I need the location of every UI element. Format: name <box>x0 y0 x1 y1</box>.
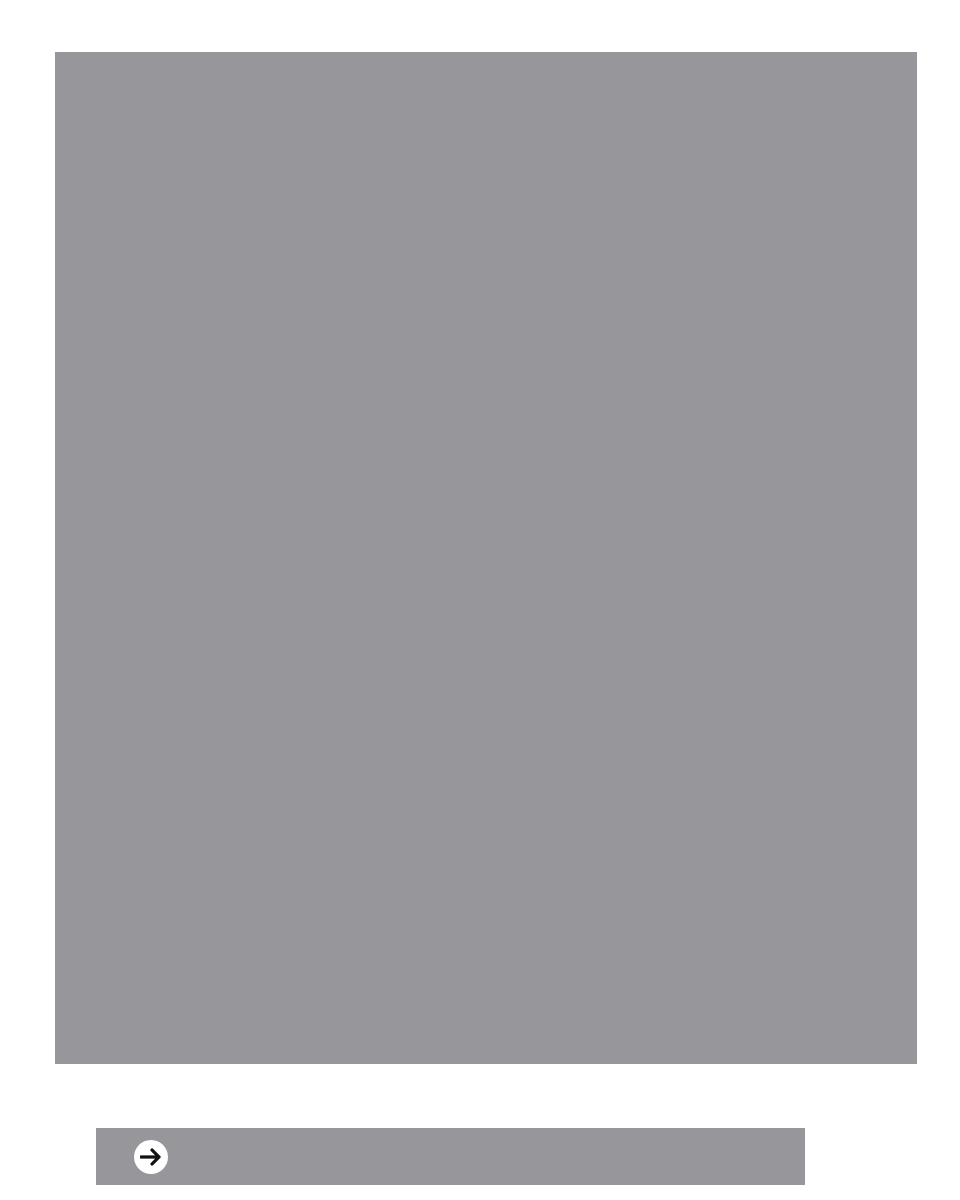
logo-mx-badge <box>842 1102 916 1134</box>
arrow-right-icon <box>134 1140 168 1174</box>
cta-bar[interactable] <box>96 1128 805 1185</box>
article-panel <box>55 52 917 1064</box>
visionmx-logo <box>838 1098 918 1164</box>
